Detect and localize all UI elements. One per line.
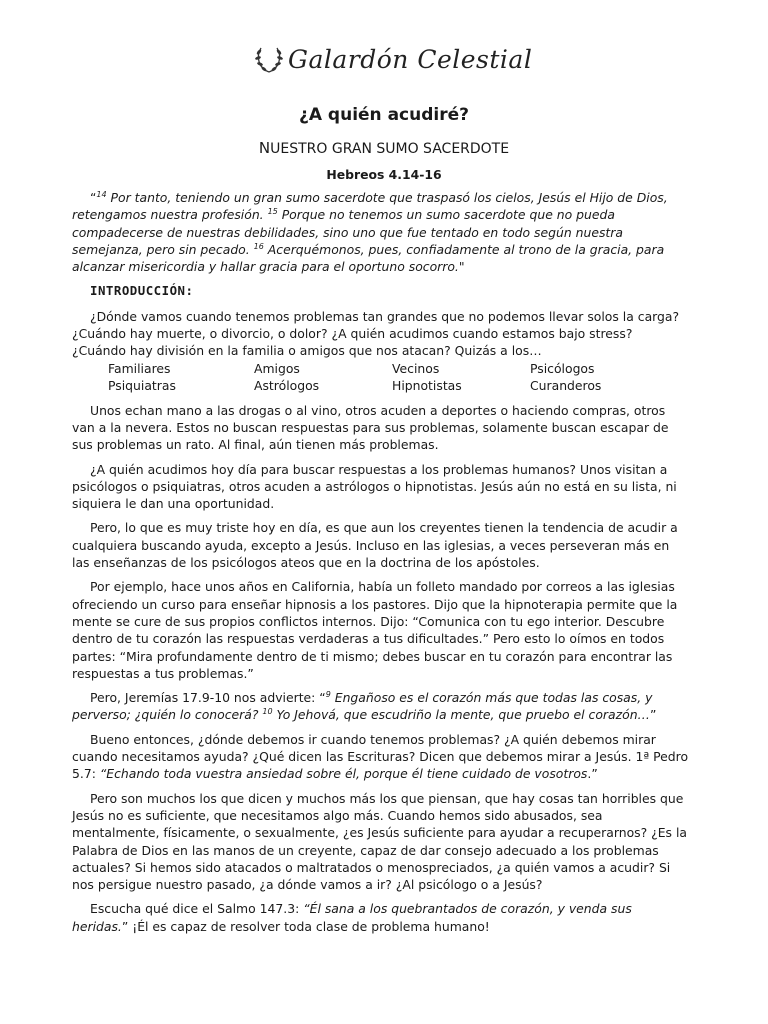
laurel-wreath-icon <box>252 42 286 76</box>
logo-text: Galardón Celestial <box>288 44 533 74</box>
scripture-quote: “$^{14}$ Por tanto, teniendo un gran sumo sacerdote que traspasó los cielos, Jesús el Hijo de Dios, retengamos nuestra profesión. $^{15}$ Porque no tenemos un sumo sacerdote que no pueda compadecerse de nuestras debilidades, sino uno que fue tentado en todo según nuestra semejanza, pero sin pecado. $^{16}$ Acerquémonos, pues, confiadamente al trono de la gracia, para alcanzar misericordia y hallar gracia para el oportuno socorro." <box>72 190 668 275</box>
list-item: Amigos <box>254 360 300 376</box>
list-item: Curanderos <box>530 377 602 393</box>
page-subtitle: NUESTRO GRAN SUMO SACERDOTE <box>258 139 510 157</box>
logo <box>252 42 532 76</box>
paragraph: ¿Dónde vamos cuando tenemos problemas tan grandes que no podemos llevar solos la carga? ¿Cuándo hay muerte, o divorcio, o dolor? ¿A quién acudimos cuando estamos bajo stress? ¿Cuándo hay división en la familia o amigos que nos atacan? Quizás a los… <box>72 308 680 359</box>
list-item: Psiquiatras <box>108 377 176 393</box>
paragraph: ¿A quién acudimos hoy día para buscar respuestas a los problemas humanos? Unos visitan a psicólogos o psiquiatras, otros acuden a astrólogos o hipnotistas. Jesús aún no está en su lista, ni siquiera le dan una oportunidad. <box>72 461 677 512</box>
page-title: ¿A quién acudiré? <box>298 105 469 125</box>
paragraph: Pero son muchos los que dicen y muchos más los que piensan, que hay cosas tan horribles que Jesús no es suficiente, que necesitamos algo más. Cuando hemos sido abusados, sea mentalmente, físicamente, o sexualmente, ¿es Jesús suficiente para ayudar a recuperarnos? ¿Es la Palabra de Dios en las manos de un creyente, capaz de dar consejo adecuado a los problemas actuales? Si hemos sido atacados o maltratados o menospreciados, ¿a quién vamos a acudir? Si nos persigue nuestro pasado, ¿a dónde vamos a ir? ¿Al psicólogo o a Jesús? <box>72 790 687 893</box>
paragraph: Por ejemplo, hace unos años en California, había un folleto mandado por correos a las iglesias ofreciendo un curso para enseñar hipnosis a los pastores. Dijo que la hipnoterapia permite que la mente se cure de sus propios conflictos internos. Dijo: “Comunica con tu ego interior. Descubre dentro de tu corazón las respuestas verdaderas a tus dificultades.” Pero esto lo oímos en todos partes: “Mira profundamente dentro de ti mismo; debes buscar en tu corazón para encontrar las respuestas a tus problemas.” <box>72 579 678 681</box>
document-body <box>72 189 690 942</box>
list-item: Familiares <box>108 360 171 376</box>
scripture-reference: Hebreos 4.14-16 <box>326 167 442 182</box>
paragraph: Unos echan mano a las drogas o al vino, otros acuden a deportes o haciendo compras, otros van a la nevera. Estos no buscan respuestas para sus problemas, solamente buscan escapar de sus problemas un rato. Al final, aún tienen más problemas. <box>72 402 669 453</box>
list-item: Astrólogos <box>254 377 320 393</box>
paragraph: Pero, Jeremías 17.9-10 nos advierte: “$^9$ Engañoso es el corazón más que todas las cosas, y perverso; ¿quién lo conocerá? $^{10}$ Yo Jehová, que escudriño la mente, que pruebo el corazón…” <box>72 690 657 723</box>
section-heading: INTRODUCCIÓN: <box>90 283 194 299</box>
paragraph: Pero, lo que es muy triste hoy en día, es que aun los creyentes tienen la tendencia de acudir a cualquiera buscando ayuda, excepto a Jesús. Incluso en las iglesias, a veces perseveran más en las enseñanzas de los psicólogos ateos que en la doctrina de los apóstoles. <box>72 520 678 571</box>
paragraph: Bueno entonces, ¿dónde debemos ir cuando tenemos problemas? ¿A quién debemos mirar cuando necesitamos ayuda? ¿Qué dicen las Escrituras? Dicen que debemos mirar a Jesús. 1ª Pedro 5.7: “Echando toda vuestra ansiedad sobre él, porque él tiene cuidado de vosotros.” <box>72 731 689 782</box>
paragraph: Escucha qué dice el Salmo 147.3: “Él sana a los quebrantados de corazón, y venda sus heridas.” ¡Él es capaz de resolver toda clase de problema humano! <box>72 901 632 934</box>
options-list <box>108 360 690 394</box>
list-item: Hipnotistas <box>392 377 462 393</box>
list-item: Vecinos <box>392 360 440 376</box>
list-item: Psicólogos <box>530 360 595 376</box>
